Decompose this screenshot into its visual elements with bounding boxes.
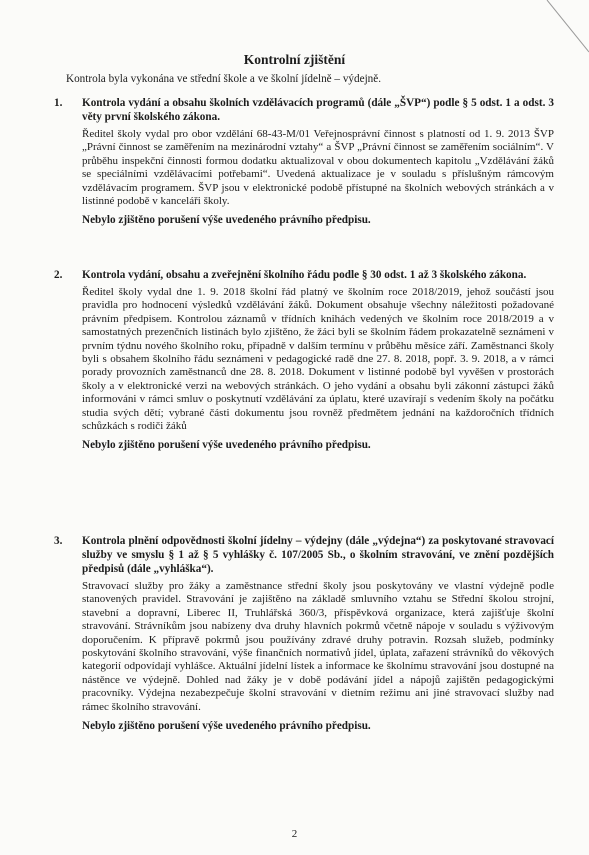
section-number: 2. <box>54 269 63 281</box>
section-number: 1. <box>54 97 63 109</box>
section-title: Kontrola vydání, obsahu a zveřejnění školního řádu podle § 30 odst. 1 až 3 školského zákona. <box>82 269 527 281</box>
section-heading <box>54 96 554 124</box>
page-number: 2 <box>291 828 298 840</box>
section-number: 3. <box>54 535 63 547</box>
section-title: Kontrola plnění odpovědnosti školní jídelny – výdejny (dále „výdejna“) za poskytované stravovací služby ve smyslu § 1 až § 5 vyhlášky č. 107/2005 Sb., o školním stravování, ve znění pozdějších předpisů (dále „vyhláška“). <box>82 535 554 575</box>
section-1 <box>54 96 554 227</box>
intro-text: Kontrola byla vykonána ve střední škole a ve školní jídelně – výdejně. <box>66 73 382 85</box>
section-heading <box>54 268 554 282</box>
section-heading <box>54 534 554 576</box>
section-title: Kontrola vydání a obsahu školních vzdělávacích programů (dále „ŠVP“) podle § 5 odst. 1 a odst. 3 věty první školského zákona. <box>82 97 554 123</box>
section-body: Ředitel školy vydal pro obor vzdělání 68-43-M/01 Veřejnosprávní činnost s platností od 1. 9. 2013 ŠVP „Právní činnost se zaměřením na mezinárodní vztahy“ a ŠVP „Právní činnost se zaměřením sociálním“. V průběhu inspekční činnosti formou dodatku aktualizoval v obou dokumentech kapitolu „Vzdělávání žáků se speciálními vzdělávacími potřebami“. Uvedená aktualizace je v souladu s příslušným rámcovým vzdělávacím programem. ŠVP jsou v elektronické podobě přístupné na školních webových stránkách a v listinné podobě v kanceláři školy. <box>82 128 554 208</box>
section-body: Ředitel školy vydal dne 1. 9. 2018 školní řád platný ve školním roce 2018/2019, jehož součástí jsou pravidla pro hodnocení výsledků vzdělávání žáků. Dokument obsahuje všechny náležitosti požadované právním předpisem. Kontrolou záznamů v třídních knihách vedených ve školním roce 2018/2019 a v samostatných prezenčních listinách bylo zjištěno, že žáci byli se školním řádem prokazatelně seznámeni v prvním týdnu nového školního roku, případně v dalším termínu v průběhu měsíce září. Zaměstnanci školy byli s obsahem školního řádu seznámeni v pedagogické radě dne 27. 8. 2018, popř. 3. 9. 2018, a v rámci porady provozních zaměstnanců dne 28. 8. 2018. Dokument v listinné podobě byl vyvěšen v prostorách školy a v elektronické verzi na webových stránkách. O jeho vydání a obsahu byli zákonní zástupci žáků informováni v rámci smluv o poskytnutí vzdělávání za úplatu, které uzavírají s vedením školy na počátku studia svých dětí; vybrané části dokumentu jsou rovněž předmětem jednání na každoročních třídních schůzkách s rodiči žáků <box>82 286 554 433</box>
section-result: Nebylo zjištěno porušení výše uvedeného právního předpisu. <box>82 214 371 227</box>
scan-edge-line <box>509 0 589 60</box>
section-3 <box>54 534 554 733</box>
section-2 <box>54 268 554 452</box>
section-result: Nebylo zjištěno porušení výše uvedeného právního předpisu. <box>82 439 371 452</box>
page-title: Kontrolní zjištění <box>243 52 346 67</box>
section-body: Stravovací služby pro žáky a zaměstnance střední školy jsou poskytovány ve vlastní výdejně podle stanovených pravidel. Stravování je zajištěno na základě smluvního vztahu se Střední školou strojní, stavební a dopravní, Liberec II, Truhlářská 360/3, příspěvková organizace, která zajišťuje školní stravování. Strávníkům jsou nabízeny dva druhy hlavních pokrmů včetně nápoje v souladu s výživovým doporučením. K přípravě pokrmů jsou používány zdravé druhy potravin. Rozsah služeb, podmínky poskytování školního stravování, výše finančních normativů jídel, úplata, zařazení strávníků do věkových kategorií odpovídají vyhlášce. Aktuální jídelní lístek a informace ke školnímu stravování jsou dostupné na nástěnce ve výdejně. Dohled nad žáky je v době podávání jídel a nápojů zajištěn pedagogickými pracovníky. Výdejna nezabezpečuje školní stravování v dietním režimu ani jiné stravovací služby nad rámec školního stravování. <box>82 580 554 713</box>
section-result: Nebylo zjištěno porušení výše uvedeného právního předpisu. <box>82 720 371 733</box>
